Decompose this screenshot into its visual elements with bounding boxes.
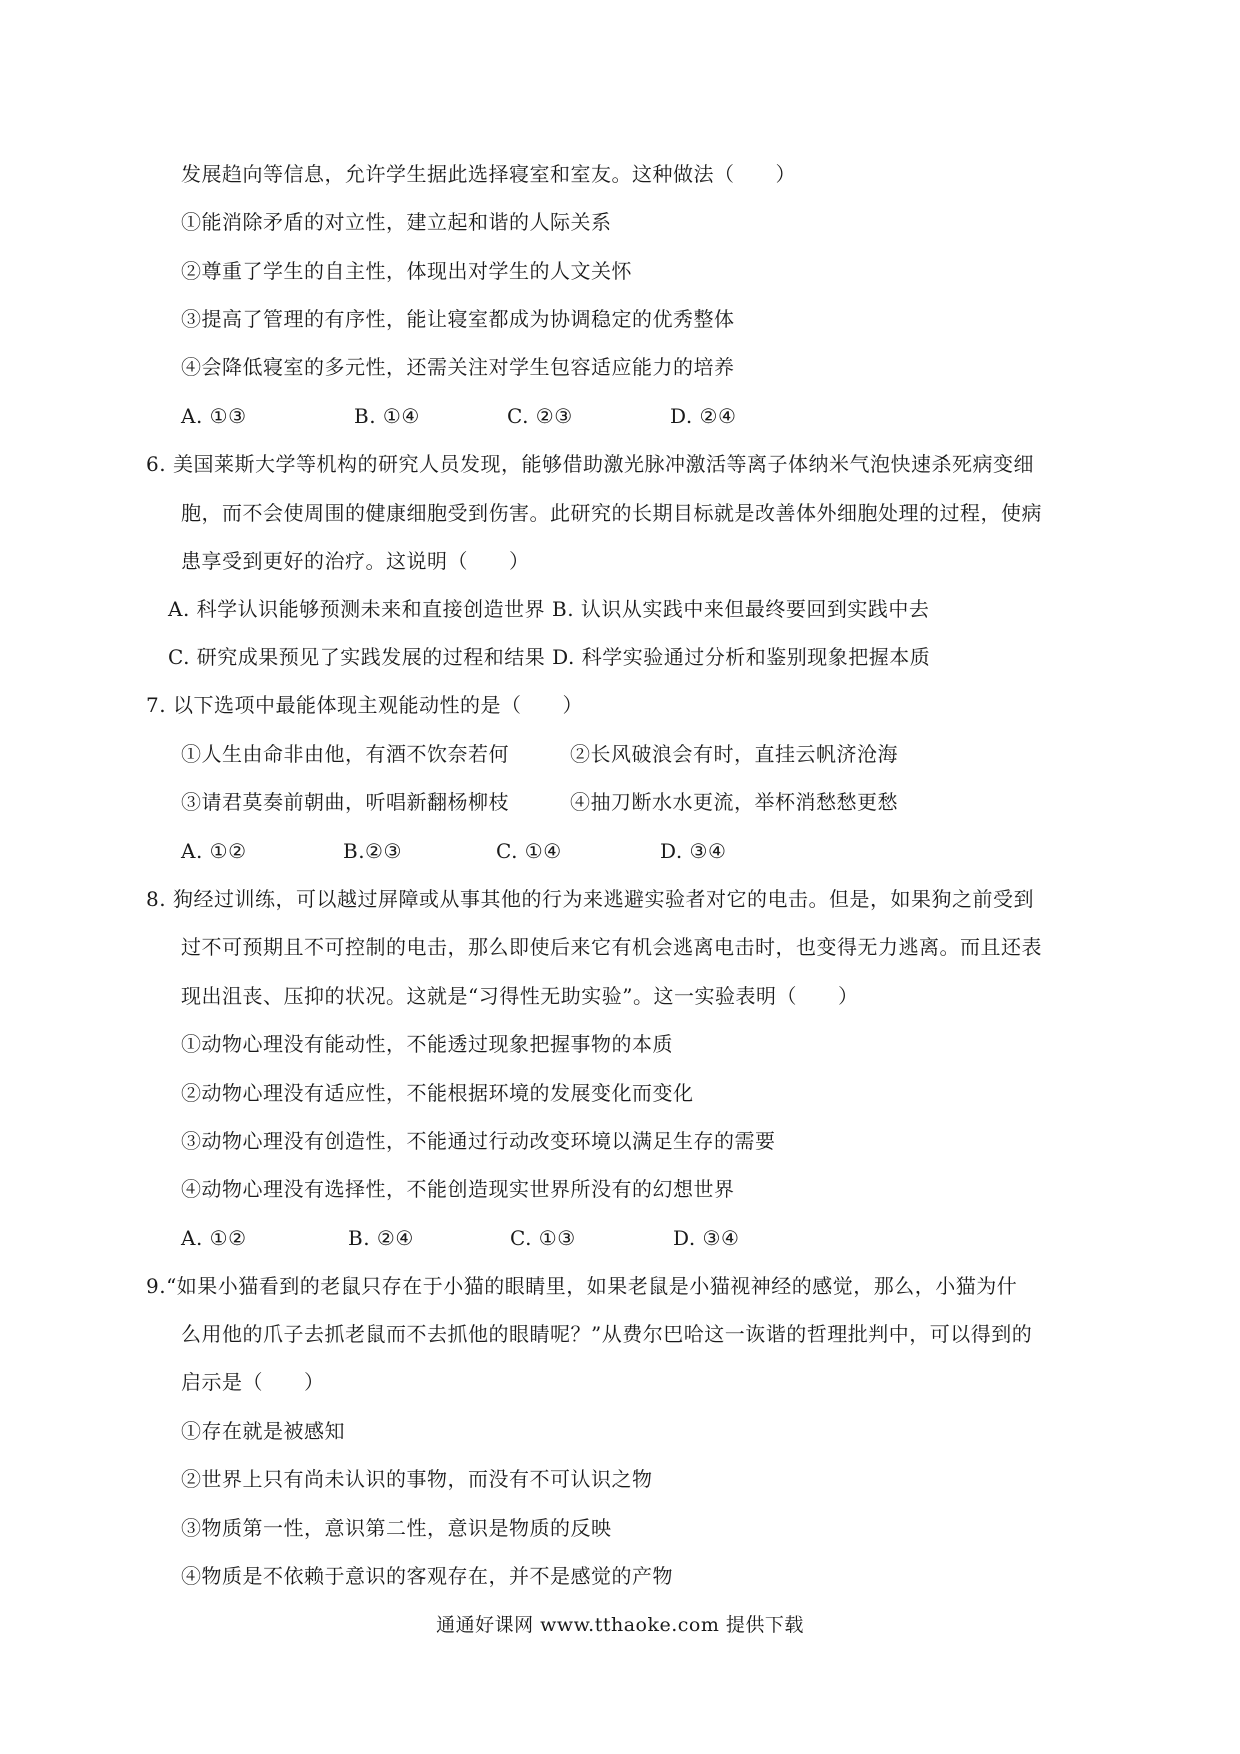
q9-item-1: ①存在就是被感知 <box>181 1419 345 1443</box>
q7-stem: 7. 以下选项中最能体现主观能动性的是（ ） <box>146 693 583 717</box>
q8-item-3: ③动物心理没有创造性，不能通过行动改变环境以满足生存的需要 <box>181 1129 776 1153</box>
q8-option-b: B. ②④ <box>348 1226 414 1250</box>
q7-item-1: ①人生由命非由他，有酒不饮奈若何 <box>181 742 509 766</box>
q5-stem: 发展趋向等信息，允许学生据此选择寝室和室友。这种做法（ ） <box>181 162 796 186</box>
q7-item-2: ②长风破浪会有时，直挂云帆济沧海 <box>570 742 898 766</box>
q9-line-3: 启示是（ ） <box>181 1370 325 1394</box>
q5-option-c: C. ②③ <box>507 404 573 428</box>
q9-item-2: ②世界上只有尚未认识的事物，而没有不可认识之物 <box>181 1467 653 1491</box>
q7-option-c: C. ①④ <box>496 839 562 863</box>
q5-item-1: ①能消除矛盾的对立性，建立起和谐的人际关系 <box>181 210 612 234</box>
q9-item-4: ④物质是不依赖于意识的客观存在，并不是感觉的产物 <box>181 1564 673 1588</box>
q5-item-4: ④会降低寝室的多元性，还需关注对学生包容适应能力的培养 <box>181 355 735 379</box>
q7-item-3: ③请君莫奏前朝曲，听唱新翻杨柳枝 <box>181 790 509 814</box>
q6-line-1: 6. 美国莱斯大学等机构的研究人员发现，能够借助激光脉冲激活等离子体纳米气泡快速杀死病变细 <box>146 452 1034 476</box>
q8-item-4: ④动物心理没有选择性，不能创造现实世界所没有的幻想世界 <box>181 1177 735 1201</box>
q5-option-a: A. ①③ <box>181 404 247 428</box>
q7-option-a: A. ①② <box>181 839 247 863</box>
q9-line-1: 9.“如果小猫看到的老鼠只存在于小猫的眼睛里，如果老鼠是小猫视神经的感觉，那么，小猫为什 <box>146 1274 1018 1298</box>
q9-item-3: ③物质第一性，意识第二性，意识是物质的反映 <box>181 1516 612 1540</box>
q8-line-1: 8. 狗经过训练，可以越过屏障或从事其他的行为来逃避实验者对它的电击。但是，如果狗之前受到 <box>146 887 1034 911</box>
q8-item-1: ①动物心理没有能动性，不能透过现象把握事物的本质 <box>181 1032 673 1056</box>
q8-option-c: C. ①③ <box>510 1226 576 1250</box>
q5-item-3: ③提高了管理的有序性，能让寝室都成为协调稳定的优秀整体 <box>181 307 735 331</box>
q7-item-4: ④抽刀断水水更流，举杯消愁愁更愁 <box>570 790 898 814</box>
q9-line-2: 么用他的爪子去抓老鼠而不去抓他的眼睛呢？”从费尔巴哈这一诙谐的哲理批判中，可以得到的 <box>181 1322 1033 1346</box>
q5-option-d: D. ②④ <box>670 404 737 428</box>
q6-line-2: 胞，而不会使周围的健康细胞受到伤害。此研究的长期目标就是改善体外细胞处理的过程，使病 <box>181 501 1042 525</box>
q8-line-2: 过不可预期且不可控制的电击，那么即使后来它有机会逃离电击时，也变得无力逃离。而且还表 <box>181 935 1042 959</box>
q8-option-a: A. ①② <box>181 1226 247 1250</box>
q8-option-d: D. ③④ <box>673 1226 740 1250</box>
q7-option-b: B.②③ <box>343 839 402 863</box>
q7-option-d: D. ③④ <box>660 839 727 863</box>
q5-option-b: B. ①④ <box>354 404 420 428</box>
q6-options-row-2: C. 研究成果预见了实践发展的过程和结果 D. 科学实验通过分析和鉴别现象把握本质 <box>168 645 931 669</box>
q6-line-3: 患享受到更好的治疗。这说明（ ） <box>181 549 530 573</box>
q8-item-2: ②动物心理没有适应性，不能根据环境的发展变化而变化 <box>181 1081 694 1105</box>
q8-line-3: 现出沮丧、压抑的状况。这就是“习得性无助实验”。这一实验表明（ ） <box>181 984 859 1008</box>
q5-item-2: ②尊重了学生的自主性，体现出对学生的人文关怀 <box>181 259 632 283</box>
page-footer: 通通好课网 www.tthaoke.com 提供下载 <box>436 1614 804 1636</box>
q6-options-row-1: A. 科学认识能够预测未来和直接创造世界 B. 认识从实践中来但最终要回到实践中去 <box>168 597 930 621</box>
